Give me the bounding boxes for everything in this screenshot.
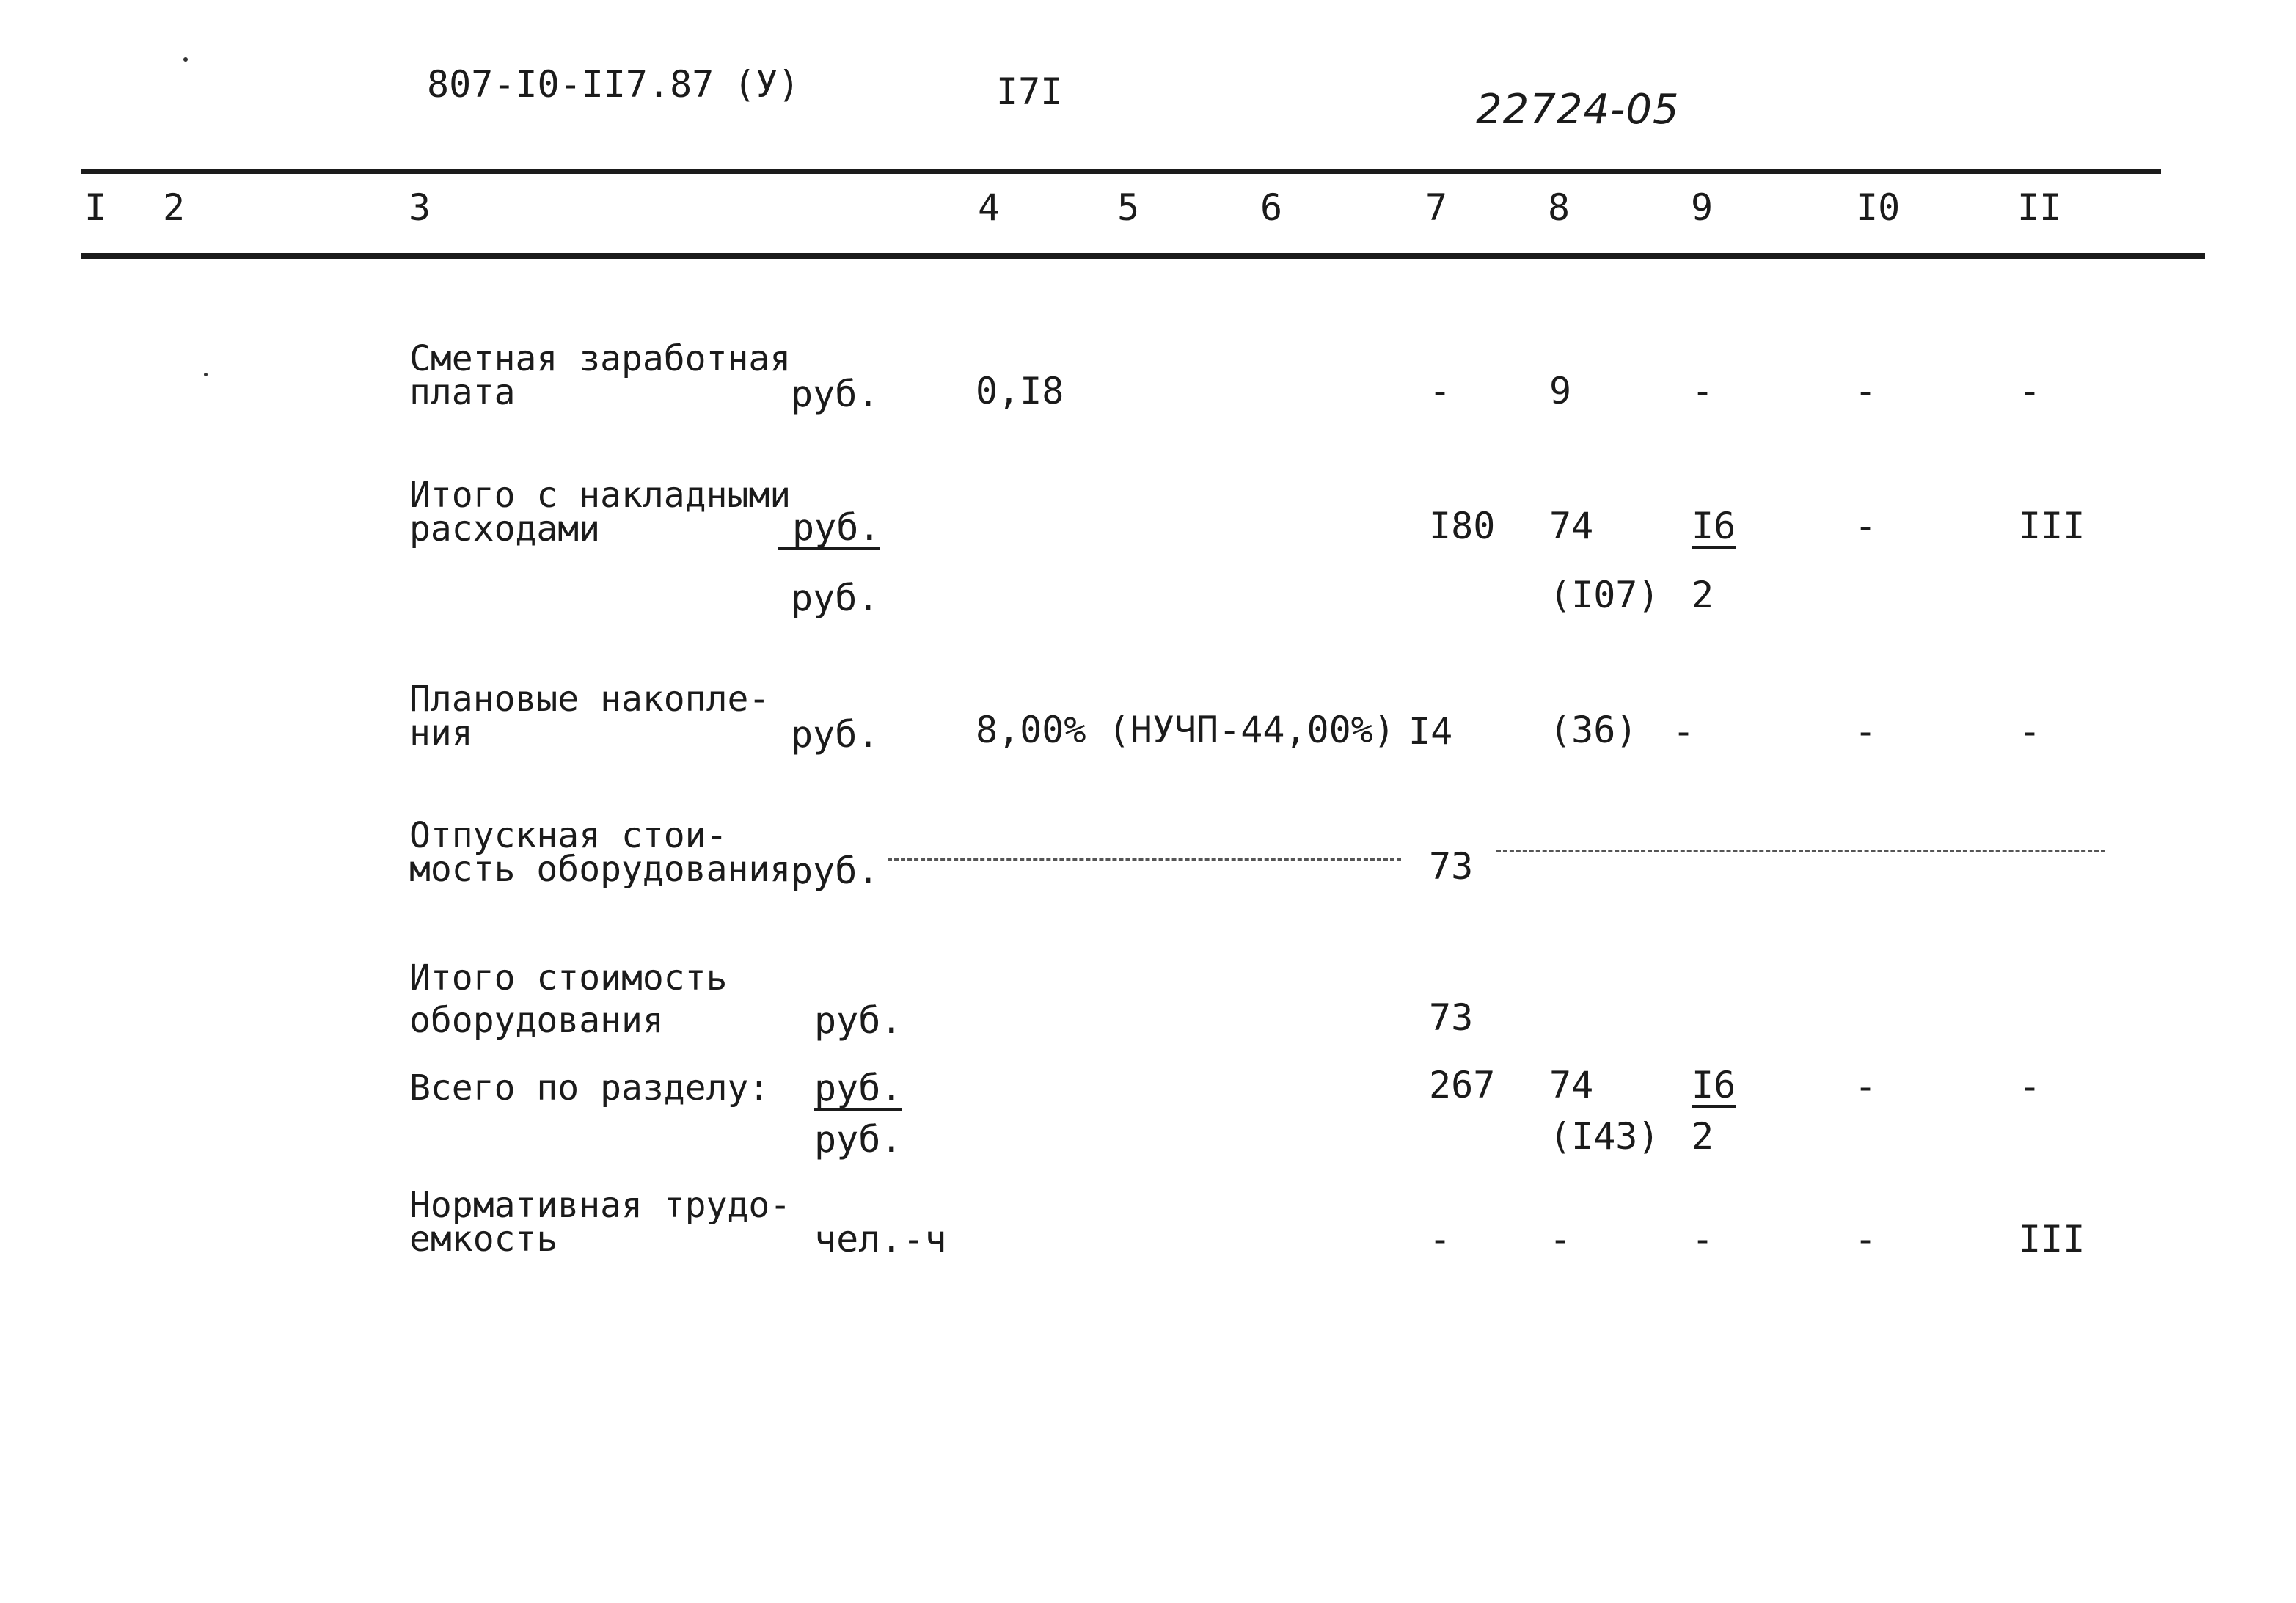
row-label: Отпускная стои-: [409, 815, 728, 856]
row-label: Итого стоимость: [409, 957, 728, 998]
column-number: I0: [1856, 186, 1901, 229]
row-label: емкость: [409, 1219, 558, 1260]
column-number: 4: [978, 186, 1001, 229]
page-number: I7I: [996, 70, 1063, 113]
cell-col11: -: [2019, 1065, 2041, 1108]
cell-col7: -: [1429, 370, 1452, 412]
unit-cell: руб.: [791, 373, 880, 415]
cell-col8: -: [1549, 1218, 1572, 1260]
cell-col8: 74: [1549, 1064, 1594, 1106]
column-number: I: [84, 186, 107, 229]
cell-col9: -: [1692, 1218, 1714, 1260]
cell-col7: I80: [1429, 505, 1496, 547]
unit-cell: руб.: [791, 850, 880, 892]
handwritten-reference: 22724-05: [1476, 86, 1680, 134]
column-number: 8: [1548, 186, 1571, 229]
row-label: Нормативная трудо-: [409, 1185, 791, 1226]
cell-col8-second: (I07): [1549, 574, 1660, 616]
row-label: Плановые накопле-: [409, 679, 770, 720]
row-label: Сметная заработная: [409, 338, 791, 379]
column-number: 7: [1425, 186, 1448, 229]
cell-col9: I6: [1692, 505, 1736, 547]
cell-col11: III: [2019, 1218, 2085, 1260]
dashed-leader: [888, 858, 1401, 861]
cell-col10: -: [1854, 710, 1877, 753]
column-number: 3: [409, 186, 431, 229]
cell-col9: -: [1672, 710, 1695, 753]
cell-col11: III: [2019, 505, 2085, 547]
cell-col11: -: [2019, 370, 2041, 412]
scan-speck: [183, 57, 188, 62]
cell-col7: 267: [1429, 1064, 1496, 1106]
column-number: 6: [1260, 186, 1283, 229]
unit-cell: руб.: [791, 713, 880, 756]
cell-col8-second: (I43): [1549, 1115, 1660, 1158]
table-header-bottom-rule: [81, 253, 2205, 259]
cell-col10: -: [1854, 1218, 1877, 1260]
column-number: 9: [1691, 186, 1714, 229]
cell-col7: 73: [1429, 845, 1474, 888]
cell-col10: -: [1854, 370, 1877, 412]
cell-col9: -: [1692, 370, 1714, 412]
column-number: 2: [163, 186, 186, 229]
cell-col7: -: [1429, 1218, 1452, 1260]
cell-col4: 0,I8: [976, 370, 1064, 412]
row-label: мость оборудования: [409, 849, 791, 890]
row-label: Итого с накладными: [409, 475, 791, 516]
document-variant: (У): [734, 63, 800, 106]
row-label: оборудования: [409, 1000, 664, 1041]
unit-cell: чел.-ч: [814, 1218, 947, 1260]
row-label: расходами: [409, 508, 601, 549]
cell-col9-second: 2: [1692, 574, 1714, 616]
cell-col10: -: [1854, 505, 1877, 547]
unit-cell: руб.: [814, 1118, 903, 1161]
cell-col9-second: 2: [1692, 1115, 1714, 1158]
cell-col7: I4: [1408, 710, 1453, 753]
cell-col4: 8,00% (НУЧП-44,00%): [976, 709, 1395, 751]
cell-col8: 9: [1549, 370, 1572, 412]
document-code: 807-I0-II7.87: [427, 63, 714, 106]
unit-cell-underlined: руб.: [778, 509, 880, 550]
unit-cell: руб.: [814, 999, 903, 1042]
cell-col11: -: [2019, 710, 2041, 753]
table-top-rule: [81, 169, 2161, 174]
row-label: Всего по разделу:: [409, 1067, 770, 1109]
scan-speck: [204, 373, 208, 376]
column-number: II: [2017, 186, 2062, 229]
column-number: 5: [1117, 186, 1140, 229]
row-label: плата: [409, 372, 516, 413]
cell-col8: (36): [1549, 709, 1638, 751]
dashed-leader: [1496, 850, 2105, 852]
cell-col9: I6: [1692, 1064, 1736, 1106]
cell-col7: 73: [1429, 996, 1474, 1039]
row-label: ния: [409, 712, 473, 753]
unit-cell-underlined: руб.: [814, 1067, 903, 1109]
cell-col10: -: [1854, 1065, 1877, 1108]
unit-cell: руб.: [791, 577, 880, 619]
cell-col8: 74: [1549, 505, 1594, 547]
